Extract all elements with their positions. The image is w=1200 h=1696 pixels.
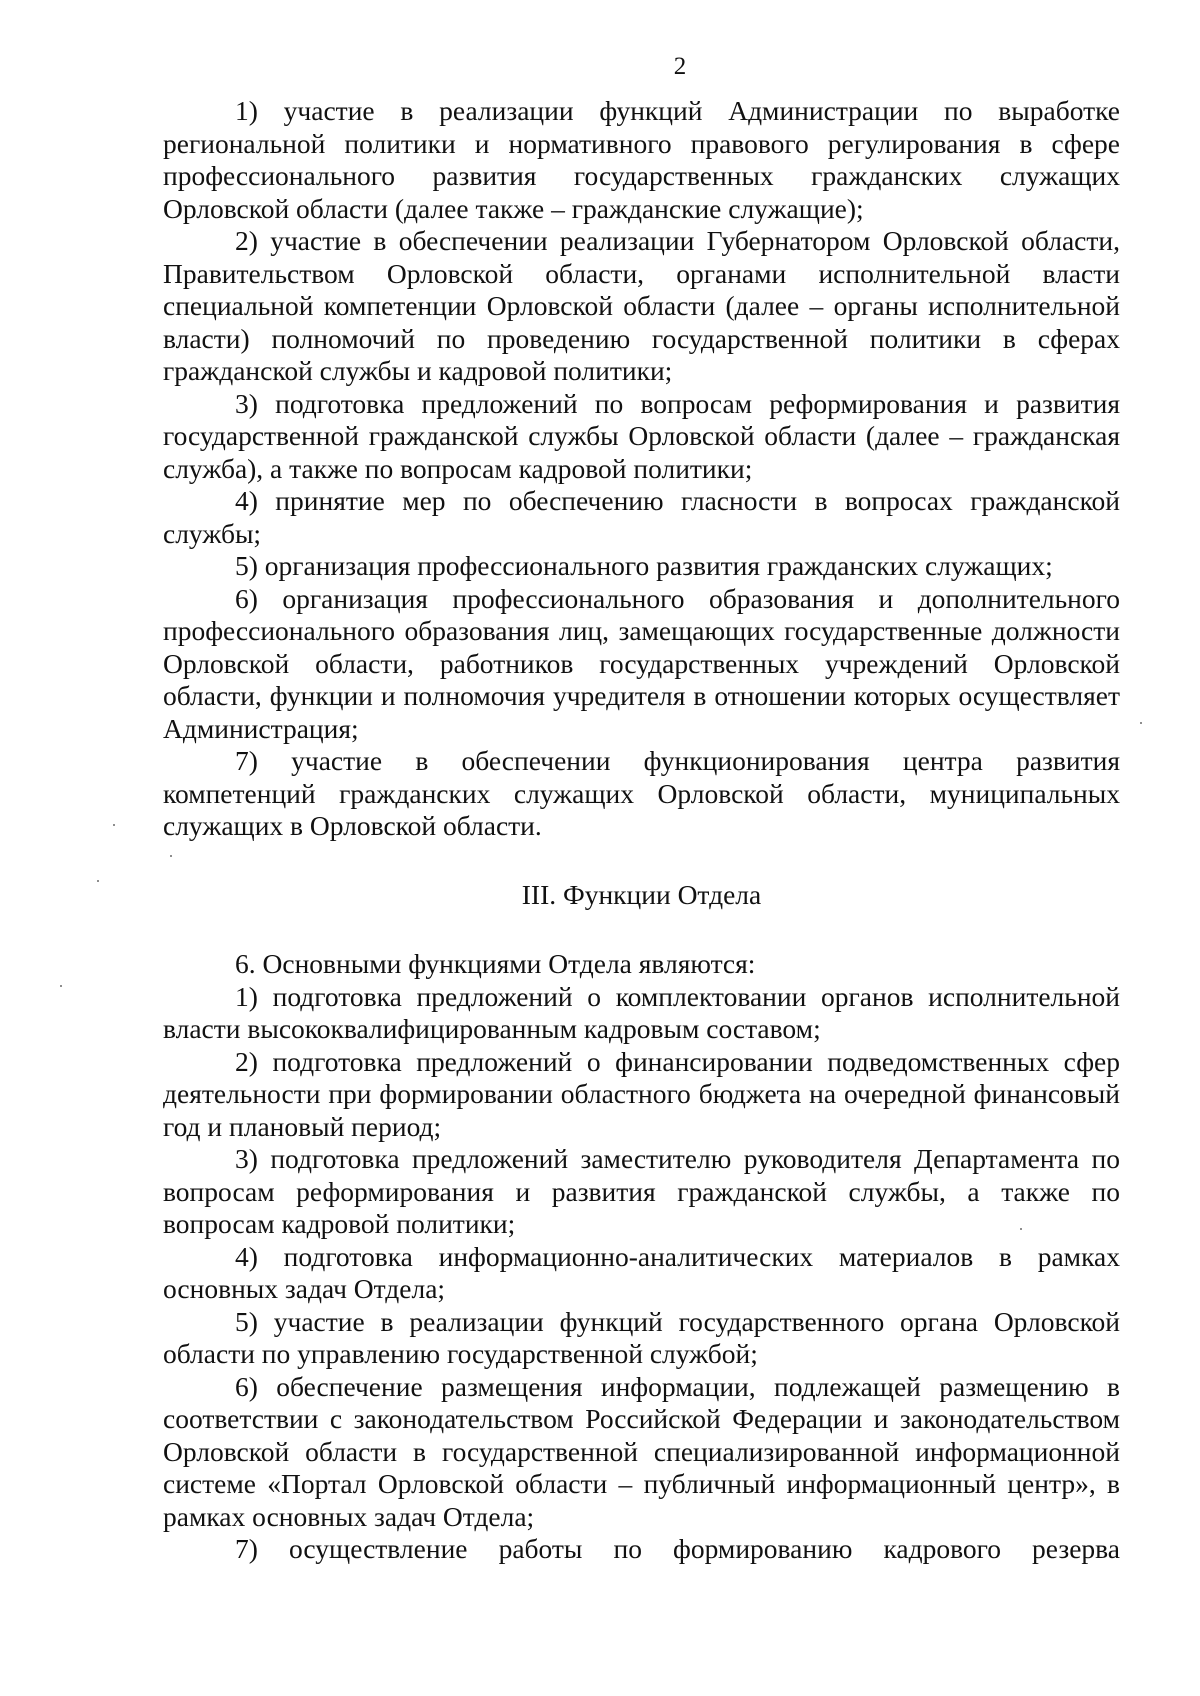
section-heading: III. Функции Отдела [521,878,762,910]
scan-speck [60,985,62,987]
intro-item-4: 4) принятие мер по обеспечению гласности в вопросах гражданской службы; [163,485,1120,549]
scan-speck [97,880,99,882]
intro-item-3: 3) подготовка предложений по вопросам реформирования и развития государственной гражданской службы Орловской области (далее – гражданская служба), а также по вопросам кадровой политики; [163,387,1120,484]
intro-item-5: 5) организация профессионального развития гражданских служащих; [235,550,1053,581]
intro-item-6: 6) организация профессионального образования и дополнительного профессионального образования лиц, замещающих государственные должности Орловской области, работников государственных учреждений Орловской области, функции и полномочия учредителя в отношении которых осуществляет Администрация; [163,582,1120,744]
scan-speck [1140,722,1142,724]
function-item-3: 3) подготовка предложений заместителю руководителя Департамента по вопросам реформирования и развития гражданской службы, а также по вопросам кадровой политики; [163,1143,1120,1239]
scan-speck [1020,1228,1022,1230]
intro-item-1: 1) участие в реализации функций Администрации по выработке региональной политики и нормативного правового регулирования в сфере профессионального развития государственных гражданских служащих Орловской области (далее также – гражданские служащие); [163,95,1120,224]
page-number: 2 [673,53,687,80]
function-item-6: 6) обеспечение размещения информации, подлежащей размещению в соответствии с законодательством Российской Федерации и законодательством Орловской области в государственной специализированной информационной системе «Портал Орловской области – публичный информационный центр», в рамках основных задач Отдела; [163,1370,1120,1532]
function-item-2: 2) подготовка предложений о финансировании подведомственных сфер деятельности при формировании областного бюджета на очередной финансовый год и плановый период; [163,1045,1120,1142]
functions-lead: 6. Основными функциями Отдела являются: [235,948,756,979]
function-item-1: 1) подготовка предложений о комплектовании органов исполнительной власти высококвалифицированным кадровым составом; [163,980,1120,1044]
intro-item-2: 2) участие в обеспечении реализации Губернатором Орловской области, Правительством Орловской области, органами исполнительной власти специальной компетенции Орловской области (далее – органы исполнительной власти) полномочий по проведению государственной политики в сферах гражданской службы и кадровой политики; [163,225,1120,386]
function-item-7: 7) осуществление работы по формированию кадрового резерва [235,1533,1120,1564]
intro-item-7: 7) участие в обеспечении функционирования центра развития компетенций гражданских служащих Орловской области, муниципальных служащих в Орловской области. [163,745,1120,841]
scan-speck [113,824,115,826]
function-item-4: 4) подготовка информационно-аналитических материалов в рамках основных задач Отдела; [163,1240,1120,1304]
scan-speck [170,855,172,857]
document-body [163,95,1120,1566]
function-item-5: 5) участие в реализации функций государственного органа Орловской области по управлению государственной службой; [163,1305,1120,1369]
